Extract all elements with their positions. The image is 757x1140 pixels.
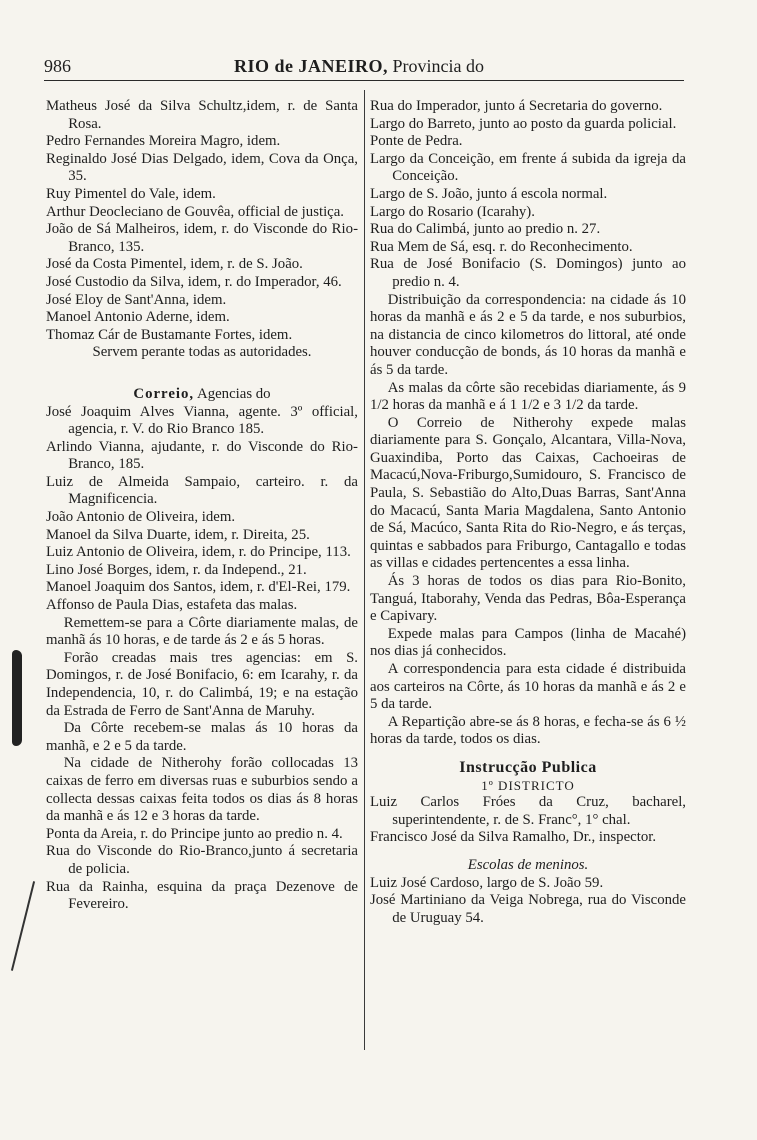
staff-entry: José Joaquim Alves Vianna, agente. 3º official, agencia, r. V. do Rio Branco 185. <box>46 403 358 438</box>
paragraph: O Correio de Nitherohy expede malas diariamente para S. Gonçalo, Alcantara, Villa-Nova, Guaxindiba, Porto das Caixas, Cachoeiras de Macacú,Nova-Friburgo,Sumidouro, S. Francisco de Paula, S. Sebastião do Alto,Duas Barras, Sant'Anna do Macacú, Santa Maria Magdalena, Santo Antonio de Sá, Macúco, Santa Rita do Rio-Negro, e ás terças, quintas e sabbados para Friburgo, Cantagallo e todas as villas e cidades pertencentes a essa linha. <box>370 414 686 572</box>
ink-blot <box>12 650 22 746</box>
page-number: 986 <box>44 56 71 76</box>
list-entry: Arthur Deocleciano de Gouvêa, official de justiça. <box>46 203 345 220</box>
mailbox-location: Largo do Rosario (Icarahy). <box>370 203 535 220</box>
list-entry: Reginaldo José Dias Delgado, idem, Cova da Onça, 35. <box>46 150 358 185</box>
mailbox-location: Rua de José Bonifacio (S. Domingos) junto ao predio n. 4. <box>370 256 686 290</box>
schools-subtitle: Escolas de meninos. <box>467 856 589 873</box>
running-title-rest: Provincia do <box>392 56 485 76</box>
paragraph: Forão creadas mais tres agencias: em S. Domingos, r. de José Bonifacio, 6: em Icarahy, r. da Independencia, 10, r. do Calimbá, 19; e na estação da Estrada de Ferro de Sant'Anna de Maruhy. <box>46 649 358 719</box>
section-title-instruction: Instrucção Publica <box>459 758 597 776</box>
paragraph: A correspondencia para esta cidade é distribuida aos carteiros na Côrte, ás 10 horas da manhã e ás 2 e 5 da tarde. <box>370 661 686 713</box>
paragraph: Ás 3 horas de todos os dias para Rio-Bonito, Tanguá, Itaborahy, Venda das Pedras, Bôa-Esperança e Capivary. <box>370 573 686 625</box>
correio-heading <box>46 386 358 404</box>
staff-entry: Affonso de Paula Dias, estafeta das malas. <box>46 597 298 614</box>
paragraph: As malas da côrte são recebidas diariamente, ás 9 1/2 horas da manhã e á 1 1/2 e 3 1/2 da tarde. <box>370 379 686 414</box>
staff-entry: Arlindo Vianna, ajudante, r. do Visconde do Rio-Branco, 185. <box>46 438 358 473</box>
official-entry: Francisco José da Silva Ramalho, Dr., inspector. <box>370 829 657 846</box>
list-entry: José Custodio da Silva, idem, r. do Imperador, 46. <box>46 273 342 290</box>
left-column <box>46 98 358 914</box>
mailbox-location: Largo da Conceição, em frente á subida da igreja da Conceição. <box>370 150 686 185</box>
list-entry: José Eloy de Sant'Anna, idem. <box>46 291 227 308</box>
paragraph: Remettem-se para a Côrte diariamente malas, de manhã ás 10 horas, e de tarde ás 2 e ás 5 horas. <box>46 614 358 649</box>
running-title-bold: RIO de JANEIRO, <box>234 56 389 76</box>
mailbox-location: Rua da Rainha, esquina da praça Dezenove de Fevereiro. <box>46 878 358 913</box>
list-entry: Pedro Fernandes Moreira Magro, idem. <box>46 133 281 150</box>
paragraph: Expede malas para Campos (linha de Macahé) nos dias já conhecidos. <box>370 625 686 660</box>
list-entry: João de Sá Malheiros, idem, r. do Visconde do Rio-Branco, 135. <box>46 221 358 255</box>
page-header <box>44 56 694 80</box>
correio-title: Correio, <box>133 385 195 402</box>
list-entry: Matheus José da Silva Schultz,idem, r. de Santa Rosa. <box>46 98 358 132</box>
authorities-note: Servem perante todas as autoridades. <box>92 344 312 361</box>
ink-stroke <box>11 881 35 971</box>
mailbox-location: Rua do Imperador, junto á Secretaria do governo. <box>370 98 663 114</box>
mailbox-location: Largo do Barreto, junto ao posto da guarda policial. <box>370 115 677 132</box>
list-entry: Manoel Antonio Aderne, idem. <box>46 309 230 326</box>
official-entry: Luiz Carlos Fróes da Cruz, bacharel, superintendente, r. de S. Franc°, 1° chal. <box>370 794 686 828</box>
staff-entry: João Antonio de Oliveira, idem. <box>46 509 236 526</box>
staff-entry: Luiz de Almeida Sampaio, carteiro. r. da Magnificencia. <box>46 473 358 508</box>
staff-entry: Manoel Joaquim dos Santos, idem, r. d'El-Rei, 179. <box>46 579 351 596</box>
mailbox-location: Rua do Calimbá, junto ao predio n. 27. <box>370 221 601 238</box>
district-label: 1º DISTRICTO <box>481 777 575 793</box>
column-divider <box>364 90 365 1050</box>
paragraph: A Repartição abre-se ás 8 horas, e fecha-se ás 6 ½ horas da tarde, todos os dias. <box>370 713 686 748</box>
list-entry: José da Costa Pimentel, idem, r. de S. João. <box>46 256 303 273</box>
mailbox-location: Largo de S. João, junto á escola normal. <box>370 185 608 202</box>
mailbox-location: Rua Mem de Sá, esq. r. do Reconhecimento. <box>370 238 633 255</box>
correio-subtitle: Agencias do <box>197 385 271 402</box>
school-entry: Luiz José Cardoso, largo de S. João 59. <box>370 874 604 891</box>
mailbox-location: Ponte de Pedra. <box>370 133 463 150</box>
mailbox-location: Rua do Visconde do Rio-Branco,junto á secretaria de policia. <box>46 843 358 877</box>
staff-entry: Lino José Borges, idem, r. da Independ., 21. <box>46 561 307 578</box>
list-entry: Thomaz Cár de Bustamante Fortes, idem. <box>46 326 293 343</box>
staff-entry: Manoel da Silva Duarte, idem, r. Direita, 25. <box>46 526 310 543</box>
school-entry: José Martiniano da Veiga Nobrega, rua do Visconde de Uruguay 54. <box>370 892 686 926</box>
right-column <box>370 98 686 927</box>
header-rule <box>44 80 684 81</box>
running-title <box>234 56 484 77</box>
list-entry: Ruy Pimentel do Vale, idem. <box>46 185 216 202</box>
paragraph: Distribuição da correspondencia: na cidade ás 10 horas da manhã e ás 2 e 5 da tarde, e nos suburbios, na distancia de cinco kilometros do littoral, até onde houver conducção de bonds, ás 10 horas da manhã e ás 5 da tarde. <box>370 291 686 378</box>
paragraph: Na cidade de Nitherohy forão collocadas 13 caixas de ferro em diversas ruas e suburbios sendo a collecta dessas caixas feita todos os dias ás 8 horas da manhã e ás 12 e 3 horas da tarde. <box>46 755 358 825</box>
mailbox-location: Ponta da Areia, r. do Principe junto ao predio n. 4. <box>46 825 343 842</box>
paragraph: Da Côrte recebem-se malas ás 10 horas da manhã, e 2 e 5 da tarde. <box>46 720 358 754</box>
staff-entry: Luiz Antonio de Oliveira, idem, r. do Principe, 113. <box>46 544 351 561</box>
